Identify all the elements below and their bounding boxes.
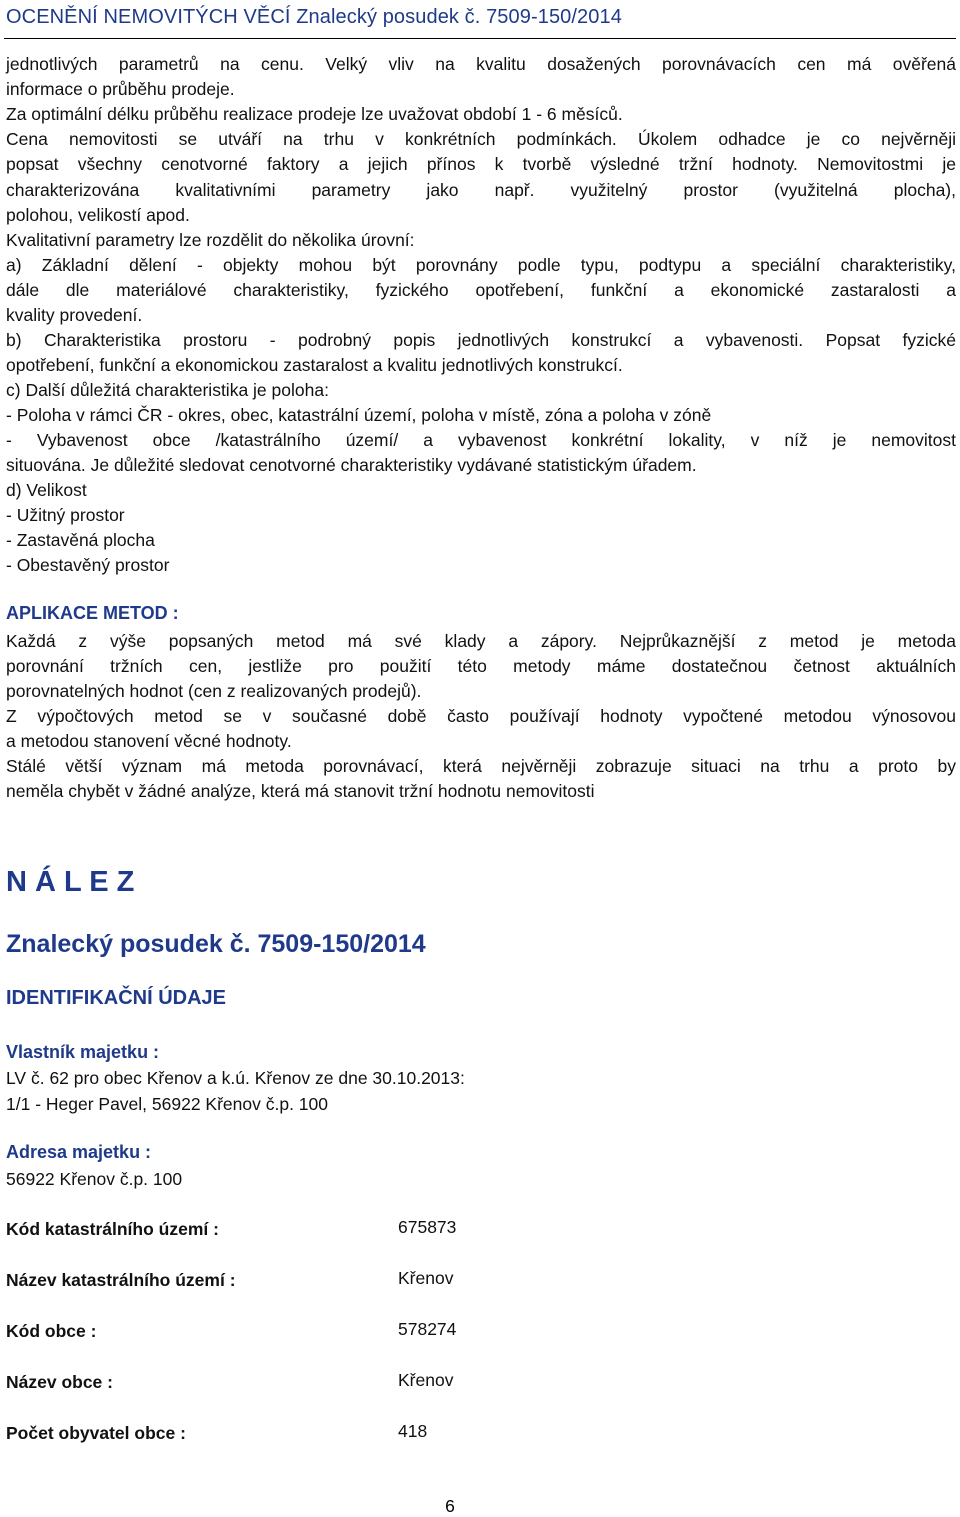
body-line: a) Základní dělení - objekty mohou být porovnány podle typu, podtypu a speciální charakteristiky, bbox=[6, 255, 956, 275]
body-line: porovnání tržních cen, jestliže pro použití této metody máme dostatečnou četnost aktuálních bbox=[6, 656, 956, 676]
body-line: b) Charakteristika prostoru - podrobný popis jednotlivých konstrukcí a vybavenosti. Popsat fyzické bbox=[6, 330, 956, 350]
vlastnik-lv: LV č. 62 pro obec Křenov a k.ú. Křenov ze dne 30.10.2013: bbox=[6, 1068, 465, 1088]
identifikace-title: IDENTIFIKAČNÍ ÚDAJE bbox=[6, 987, 227, 1009]
detail-label: Název obce : bbox=[6, 1372, 113, 1392]
detail-value: 675873 bbox=[398, 1217, 457, 1237]
header-title: OCENĚNÍ NEMOVITÝCH VĚCÍ Znalecký posudek č. 7509-150/2014 bbox=[6, 6, 622, 28]
body-line: kvality provedení. bbox=[6, 305, 143, 325]
detail-value: 578274 bbox=[398, 1319, 457, 1339]
body-line: Cena nemovitosti se utváří na trhu v konkrétních podmínkách. Úkolem odhadce je co nejvěrněji bbox=[6, 129, 956, 149]
posudek-title: Znalecký posudek č. 7509-150/2014 bbox=[6, 930, 426, 958]
page-number: 6 bbox=[445, 1496, 455, 1516]
body-line: - Zastavěná plocha bbox=[6, 530, 155, 550]
body-line: Kvalitativní parametry lze rozdělit do několika úrovní: bbox=[6, 230, 415, 250]
body-line: - Poloha v rámci ČR - okres, obec, katastrální území, poloha v místě, zóna a poloha v zóně bbox=[6, 405, 712, 425]
detail-value: Křenov bbox=[398, 1268, 454, 1288]
detail-label: Počet obyvatel obce : bbox=[6, 1423, 186, 1443]
body-line: c) Další důležitá charakteristika je poloha: bbox=[6, 380, 329, 400]
body-line: opotřebení, funkční a ekonomickou zastaralost a kvalitu jednotlivých konstrukcí. bbox=[6, 355, 623, 375]
detail-label: Kód katastrálního území : bbox=[6, 1219, 219, 1239]
detail-value: Křenov bbox=[398, 1370, 454, 1390]
body-line: Stálé větší význam má metoda porovnávací, která nejvěrněji zobrazuje situaci na trhu a proto by bbox=[6, 756, 956, 776]
body-line: popsat všechny cenotvorné faktory a jejich přínos k tvorbě výsledné tržní hodnoty. Nemovitostmi je bbox=[6, 154, 956, 174]
body-line: Každá z výše popsaných metod má své klady a zápory. Nejprůkaznější z metod je metoda bbox=[6, 631, 956, 651]
body-line: situována. Je důležité sledovat cenotvorné charakteristiky vydávané statistickým úřadem. bbox=[6, 455, 697, 475]
body-line: a metodou stanovení věcné hodnoty. bbox=[6, 731, 292, 751]
body-line: - Vybavenost obce /katastrálního území/ a vybavenost konkrétní lokality, v níž je nemovitost bbox=[6, 430, 956, 450]
body-line: neměla chybět v žádné analýze, která má stanovit tržní hodnotu nemovitosti bbox=[6, 781, 595, 801]
body-line: Z výpočtových metod se v současné době často používají hodnoty vypočtené metodou výnosovou bbox=[6, 706, 956, 726]
body-line: jednotlivých parametrů na cenu. Velký vliv na kvalitu dosažených porovnávacích cen má ověřená bbox=[6, 54, 956, 74]
body-line: charakterizována kvalitativními parametry jako např. využitelný prostor (využitelná plocha), bbox=[6, 180, 956, 200]
body-line: Za optimální délku průběhu realizace prodeje lze uvažovat období 1 - 6 měsíců. bbox=[6, 104, 623, 124]
body-line: polohou, velikostí apod. bbox=[6, 205, 190, 225]
vlastnik-label: Vlastník majetku : bbox=[6, 1042, 160, 1062]
section-heading-aplikace: APLIKACE METOD : bbox=[6, 603, 179, 623]
page-header bbox=[4, 2, 956, 39]
nalez-title: N Á L E Z bbox=[6, 866, 135, 898]
detail-label: Název katastrálního území : bbox=[6, 1270, 236, 1290]
vlastnik-owner: 1/1 - Heger Pavel, 56922 Křenov č.p. 100 bbox=[6, 1094, 329, 1114]
body-line: - Užitný prostor bbox=[6, 505, 125, 525]
detail-label: Kód obce : bbox=[6, 1321, 97, 1341]
body-line: informace o průběhu prodeje. bbox=[6, 79, 235, 99]
detail-value: 418 bbox=[398, 1421, 428, 1441]
body-line: porovnatelných hodnot (cen z realizovaných prodejů). bbox=[6, 681, 422, 701]
body-line: - Obestavěný prostor bbox=[6, 555, 170, 575]
adresa-value: 56922 Křenov č.p. 100 bbox=[6, 1169, 183, 1189]
body-line: dále dle materiálové charakteristiky, fyzického opotřebení, funkční a ekonomické zastaralosti a bbox=[6, 280, 956, 300]
body-line: d) Velikost bbox=[6, 480, 87, 500]
adresa-label: Adresa majetku : bbox=[6, 1142, 152, 1162]
